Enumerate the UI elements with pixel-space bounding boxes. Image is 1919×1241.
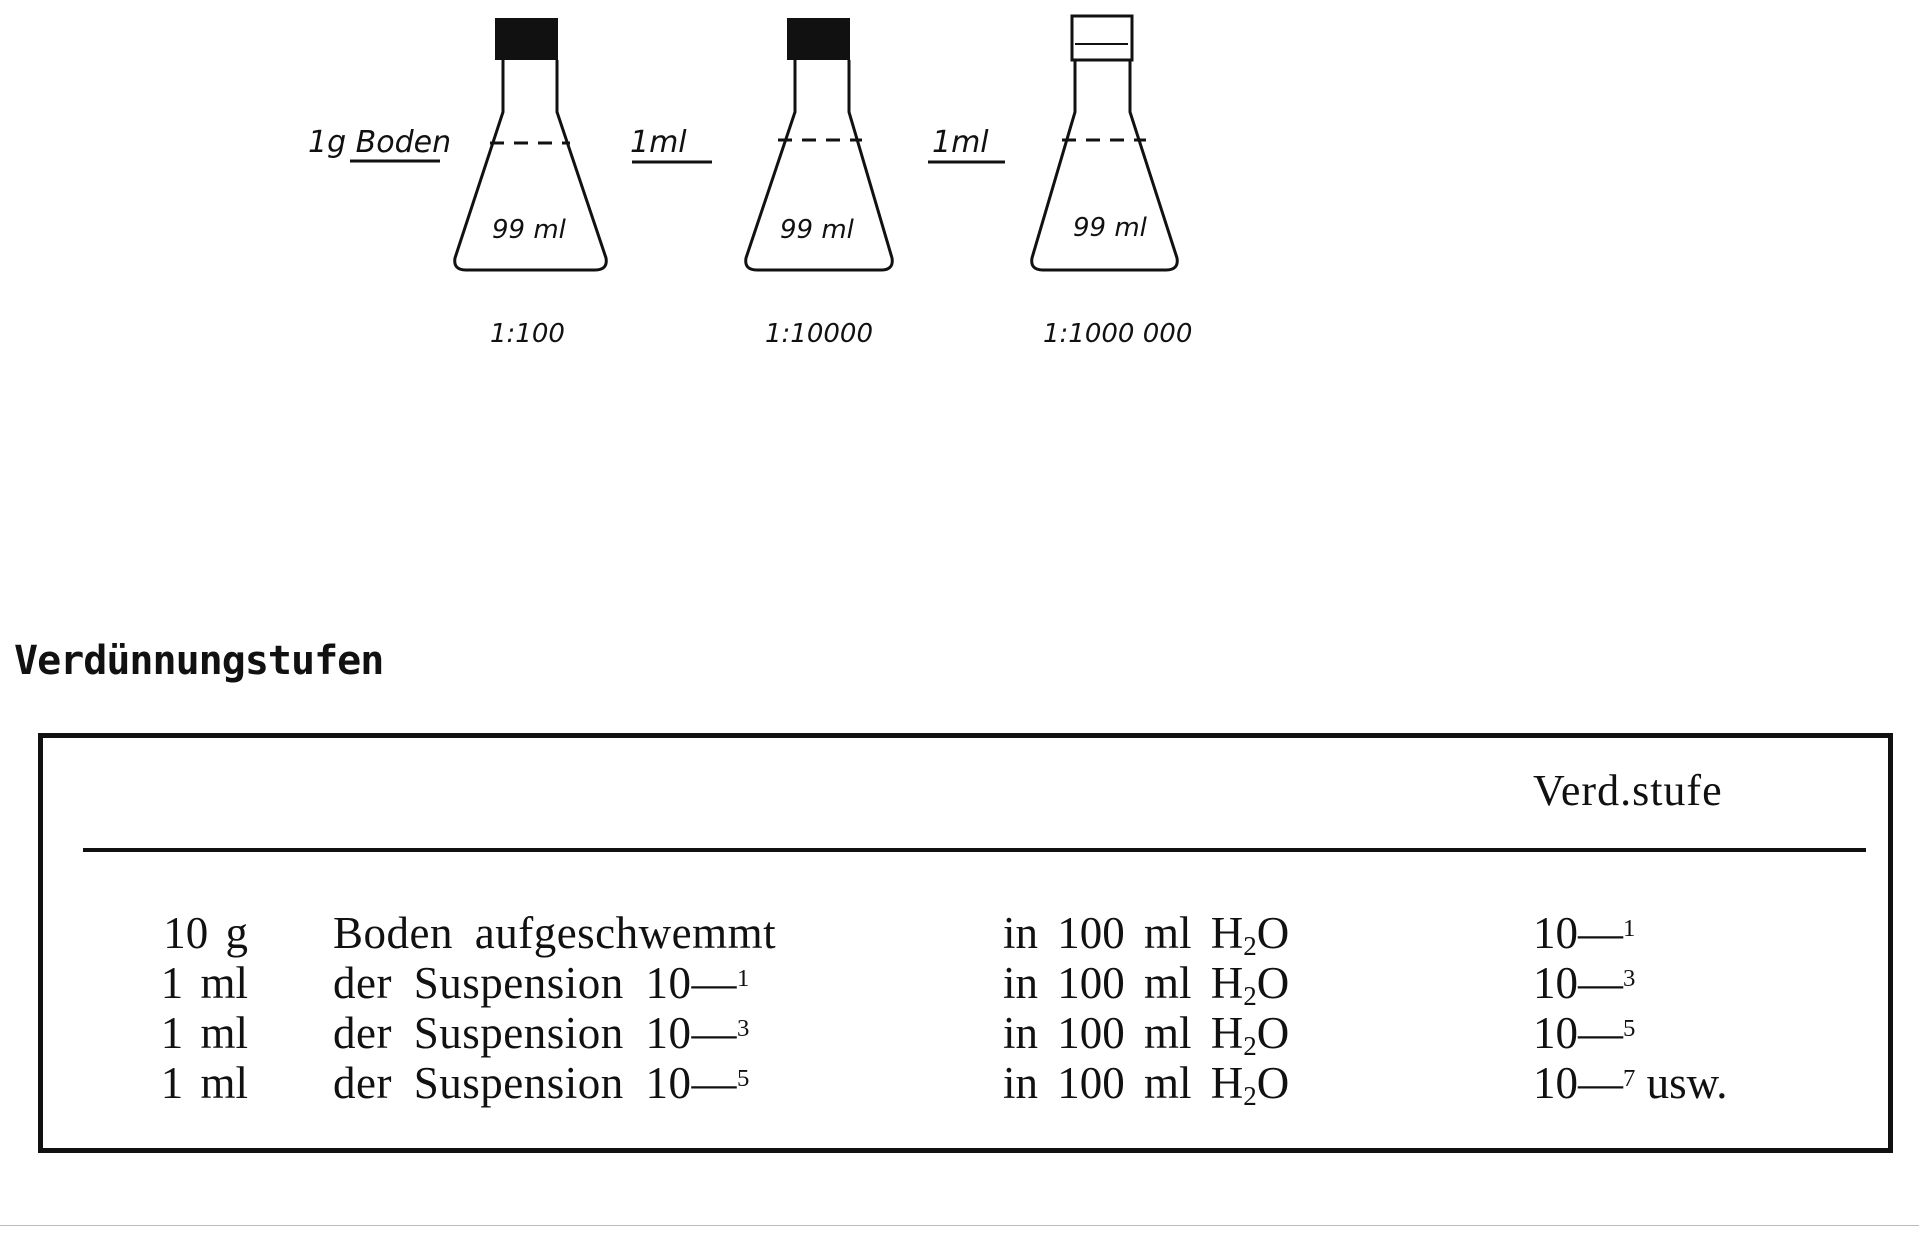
flask-2-stopper [787, 18, 850, 60]
row-medium: in 100 ml $H_2O$ [1003, 908, 1290, 961]
row-dilution-step: 10—$^5$ [1533, 1008, 1636, 1058]
transfer-label-2: 1ml [932, 125, 989, 160]
row-dilution-step: 10—$^7$ usw. [1533, 1058, 1728, 1108]
flask-1-volume: 99 ml [492, 215, 566, 245]
row-quantity: 1 ml [160, 958, 248, 1008]
flask-2 [746, 18, 893, 270]
table-row [43, 908, 1888, 961]
flask-1-stopper [495, 18, 558, 60]
table-row [43, 1058, 1888, 1111]
transfer-label-1: 1ml [630, 125, 687, 160]
flask-2-volume: 99 ml [780, 215, 854, 245]
row-dilution-step: 10—$^1$ [1533, 908, 1636, 958]
table-row [43, 958, 1888, 1011]
dilution-table [38, 733, 1893, 1153]
row-quantity: 1 ml [160, 1058, 248, 1108]
flask-3 [1032, 16, 1178, 270]
row-description: der Suspension 10—$^3$ [333, 1008, 750, 1058]
flask-3-ratio: 1:1000 000 [1043, 319, 1193, 349]
row-quantity: 10 g [163, 908, 248, 958]
table-row [43, 1008, 1888, 1061]
flask-2-ratio: 1:10000 [765, 319, 874, 349]
input-label: 1g Boden [308, 125, 452, 160]
flask-3-stopper [1072, 16, 1132, 60]
scan-edge-line [0, 1225, 1919, 1226]
row-dilution-step: 10—$^3$ [1533, 958, 1636, 1008]
dilution-diagram [0, 0, 1919, 420]
row-quantity: 1 ml [160, 1008, 248, 1058]
flask-3-volume: 99 ml [1073, 213, 1147, 243]
column-header-verd-stufe: Verd.stufe [1533, 766, 1723, 815]
row-medium: in 100 ml $H_2O$ [1003, 958, 1290, 1011]
header-divider [83, 848, 1866, 852]
section-heading: Verdünnungstufen [14, 638, 384, 684]
row-medium: in 100 ml $H_2O$ [1003, 1008, 1290, 1061]
row-medium: in 100 ml $H_2O$ [1003, 1058, 1290, 1111]
row-description: der Suspension 10—$^5$ [333, 1058, 750, 1108]
flask-1-ratio: 1:100 [490, 319, 565, 349]
row-description: der Suspension 10—$^1$ [333, 958, 750, 1008]
flask-1 [455, 18, 607, 270]
row-description: Boden aufgeschwemmt [333, 908, 777, 958]
